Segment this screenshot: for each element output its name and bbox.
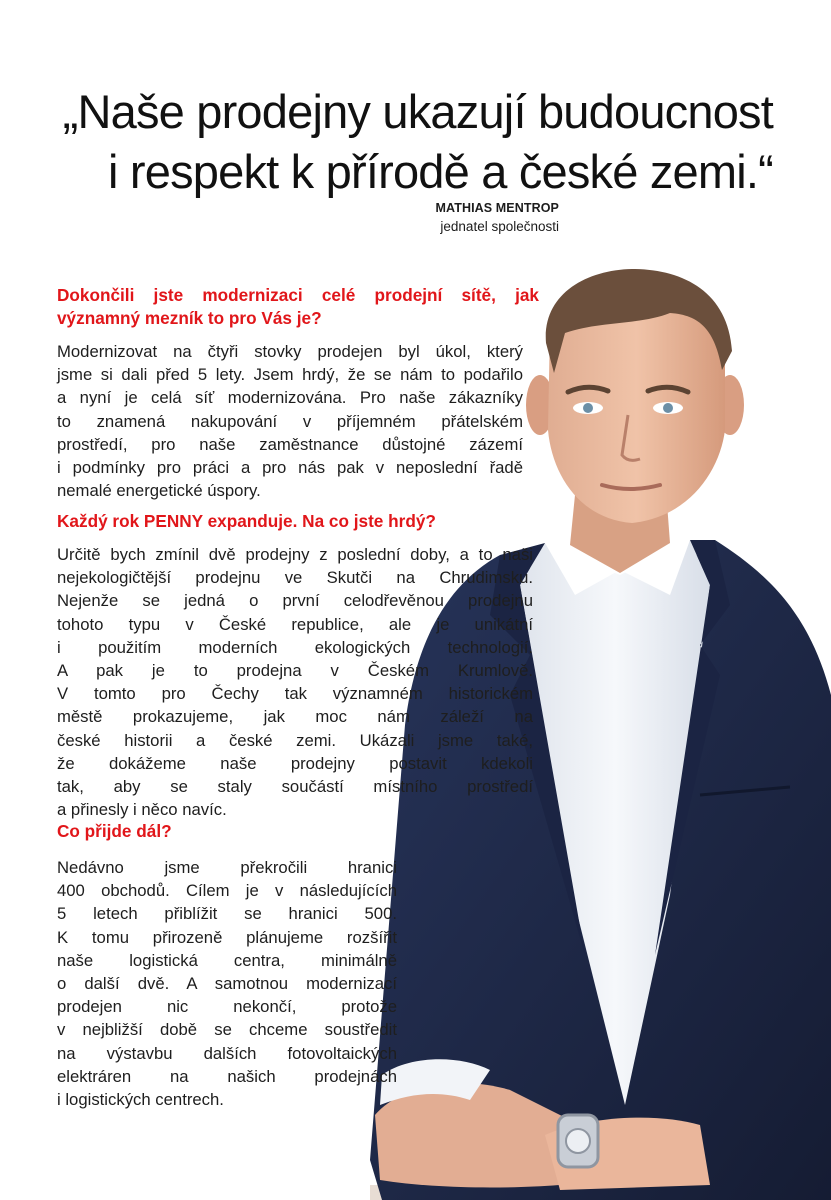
answer-line: Nejenže se jedná o první celodřevěnou prodejnu [57,591,533,611]
answer-line: české historii a české zemi. Ukázali jsme také, [57,730,533,750]
answer-line: Modernizovat na čtyři stovky prodejen byl úkol, který [57,342,523,361]
interview-answer-2 [57,543,533,821]
answer-line: tak, aby se staly součástí místního prostředí [57,777,533,797]
answer-line: V tomto pro Čechy tak významném historickém [57,684,533,704]
answer-line: to znamená nakupování v příjemném přátelském [57,411,523,431]
answer-line: prodejen nic nekončí, protože [57,997,397,1017]
answer-line: v nejbližší době se chceme soustředit [57,1020,397,1040]
answer-line: na výstavbu dalších fotovoltaických [57,1043,397,1063]
answer-line: a přinesly i něco navíc. [57,800,227,820]
pull-quote-line-1: „Naše prodejny ukazují budoucnost [62,85,773,138]
answer-line: elektráren na našich prodejnách [57,1066,397,1086]
answer-line: nemalé energetické úspory. [57,481,261,501]
answer-line: naše logistická centra, minimálně [57,950,397,970]
answer-line: i podmínky pro práci a pro nás pak v neposlední řadě [57,458,523,478]
answer-line: Určitě bych zmínil dvě prodejny z poslední doby, a to naši [57,545,533,564]
iris-left [583,403,593,413]
author-role: jednatel společnosti [440,219,559,234]
answer-line: A pak je to prodejna v Českém Krumlově. [57,661,533,681]
answer-line: K tomu přirozeně plánujeme rozšířit [57,927,397,947]
answer-line: 5 letech přiblížit se hranici 500. [57,904,397,924]
interview-answer-3 [57,856,397,1111]
answer-line: nejekologičtější prodejnu ve Skutči na Chrudimsku. [57,568,533,588]
answer-line: prostředí, pro naše zaměstnance důstojné zázemí [57,434,523,454]
answer-line: i použitím moderních ekologických technologií. [57,637,533,657]
answer-line: Nedávno jsme překročili hranici [57,858,397,877]
pull-quote-line-2: i respekt k přírodě a české zemi.“ [108,145,773,198]
iris-right [663,403,673,413]
answer-line: o další dvě. A samotnou modernizací [57,974,397,994]
interview-question-2: Každý rok PENNY expanduje. Na co jste hrdý? [57,511,436,531]
answer-line: že dokážeme naše prodejny postavit kdekoli [57,753,533,773]
answer-line: a nyní je celá síť modernizována. Pro naše zákazníky [57,388,523,408]
answer-line: městě prokazujeme, jak moc nám záleží na [57,707,533,727]
answer-line: jsme si dali před 5 lety. Jsem hrdý, že se nám to podařilo [57,365,523,385]
answer-line: i logistických centrech. [57,1090,224,1110]
pull-quote [13,82,773,202]
interview-answer-1 [57,340,523,502]
author-name: MATHIAS MENTROP [435,201,559,215]
answer-line: tohoto typu v České republice, ale je unikátní [57,614,533,634]
interview-question-1: Dokončili jste modernizaci celé prodejní sítě, jak významný mezník to pro Vás je? [57,285,539,328]
quote-attribution [436,199,560,236]
interview-question-3: Co přijde dál? [57,821,172,841]
answer-line: 400 obchodů. Cílem je v následujících [57,881,397,901]
watch-face [566,1129,590,1153]
